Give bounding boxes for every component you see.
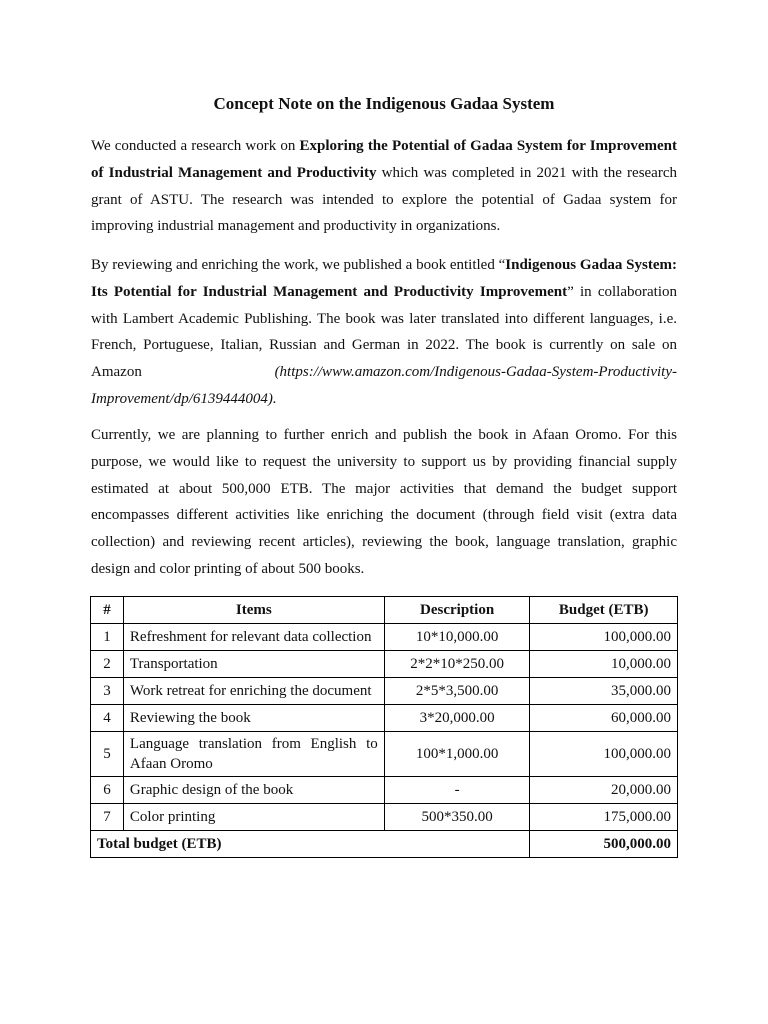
header-items: Items — [123, 597, 384, 624]
p1-text-post: which was completed in 2021 with the research grant of ASTU. The research was intended to explore the potential of Gadaa system for improving industrial management and productivity in organizations. — [91, 164, 677, 235]
table-row — [91, 777, 678, 804]
row-num: 4 — [91, 705, 124, 732]
total-label: Total budget (ETB) — [91, 831, 530, 858]
paragraph-book — [91, 252, 677, 413]
row-amount: 35,000.00 — [530, 678, 678, 705]
amazon-link[interactable]: (https://www.amazon.com/Indigenous-Gadaa-System-Productivity-Improvement/dp/6139444004). — [91, 364, 677, 407]
row-item: Reviewing the book — [123, 705, 384, 732]
row-amount: 10,000.00 — [530, 651, 678, 678]
row-item: Refreshment for relevant data collection — [123, 624, 384, 651]
row-item: Language translation from English to Afaan Oromo — [123, 732, 384, 777]
table-row — [91, 732, 678, 777]
header-description: Description — [384, 597, 530, 624]
table-row — [91, 624, 678, 651]
row-num: 7 — [91, 804, 124, 831]
table-row — [91, 804, 678, 831]
header-budget: Budget (ETB) — [530, 597, 678, 624]
row-num: 2 — [91, 651, 124, 678]
row-num: 3 — [91, 678, 124, 705]
row-num: 6 — [91, 777, 124, 804]
row-description: 10*10,000.00 — [384, 624, 530, 651]
row-item: Graphic design of the book — [123, 777, 384, 804]
total-amount: 500,000.00 — [530, 831, 678, 858]
table-header-row — [91, 597, 678, 624]
p1-research-title: Exploring the Potential of Gadaa System for Improvement of Industrial Management and Productivity — [91, 138, 678, 181]
row-description: 100*1,000.00 — [384, 732, 530, 777]
row-description: 500*350.00 — [384, 804, 530, 831]
page-title: Concept Note on the Indigenous Gadaa System — [213, 94, 555, 113]
row-item: Transportation — [123, 651, 384, 678]
row-amount: 100,000.00 — [530, 732, 678, 777]
row-num: 1 — [91, 624, 124, 651]
table-row — [91, 705, 678, 732]
p2-text-mid: ” in collaboration with Lambert Academic Publishing. The book was later translated into different languages, i.e. French, Portuguese, Italian, Russian and German in 2022. The book is currently on sale on Amazon — [91, 283, 677, 381]
row-description: 2*2*10*250.00 — [384, 651, 530, 678]
table-row — [91, 651, 678, 678]
budget-table — [90, 596, 678, 858]
row-amount: 20,000.00 — [530, 777, 678, 804]
header-num: # — [91, 597, 124, 624]
paragraph-request: Currently, we are planning to further enrich and publish the book in Afaan Oromo. For this purpose, we would like to request the university to support us by providing financial supply estimated at about 500,000 ETB. The major activities that demand the budget support encompasses different activities like enriching the document (through field visit (extra data collection) and reviewing recent articles), reviewing the book, language translation, graphic design and color printing of about 500 books. — [91, 427, 677, 577]
row-num: 5 — [91, 732, 124, 777]
total-row — [91, 831, 678, 858]
table-row — [91, 678, 678, 705]
paragraph-research — [91, 133, 677, 240]
p1-text-pre: We conducted a research work on — [91, 138, 300, 154]
row-description: 3*20,000.00 — [384, 705, 530, 732]
row-item: Work retreat for enriching the document — [123, 678, 384, 705]
row-description: 2*5*3,500.00 — [384, 678, 530, 705]
p2-book-title: Indigenous Gadaa System: Its Potential for Industrial Management and Productivity Improvement — [91, 257, 678, 300]
row-item: Color printing — [123, 804, 384, 831]
row-amount: 175,000.00 — [530, 804, 678, 831]
p2-text-pre: By reviewing and enriching the work, we published a book entitled “ — [91, 257, 506, 273]
row-amount: 100,000.00 — [530, 624, 678, 651]
row-description: - — [384, 777, 530, 804]
row-amount: 60,000.00 — [530, 705, 678, 732]
